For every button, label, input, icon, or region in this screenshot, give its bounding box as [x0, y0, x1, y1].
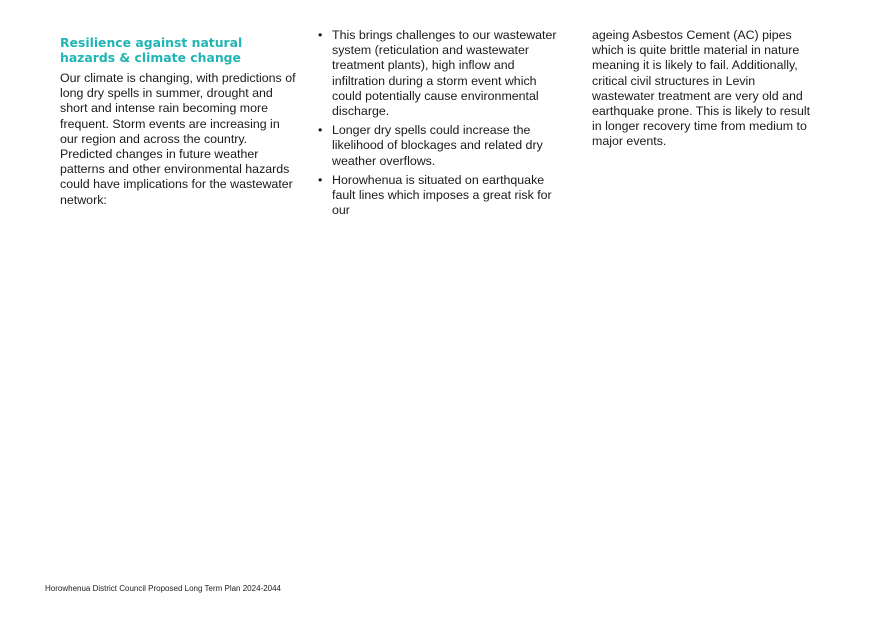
column-middle: [318, 28, 558, 222]
list-item: [318, 123, 558, 169]
bullet-icon: •: [318, 123, 323, 138]
intro-paragraph: Our climate is changing, with predictions of long dry spells in summer, drought and short and intense rain becoming more frequent. Storm events are increasing in our region and across the country. Predicted changes in future weather patterns and other environmental hazards could have implications for the wastewater network:: [60, 71, 296, 207]
continuation-paragraph: ageing Asbestos Cement (AC) pipes which is quite brittle material in nature meaning it is likely to fail. Additionally, critical civil structures in Levin wastewater treatment are very old and earthquake prone. This is likely to result in longer recovery time from medium to major events.: [592, 28, 811, 149]
bullet-text: This brings challenges to our wastewater system (reticulation and wastewater treatment plants), high inflow and infiltration during a storm event which could potentially cause environmental discharge.: [332, 28, 557, 119]
bullet-list: [318, 28, 558, 218]
bullet-icon: •: [318, 28, 323, 42]
list-item: [318, 173, 558, 219]
list-item: [318, 28, 558, 119]
bullet-text: Horowhenua is situated on earthquake fault lines which imposes a great risk for our: [332, 172, 552, 218]
column-left: [60, 28, 300, 208]
column-right: [592, 28, 812, 150]
section-heading: Resilience against natural hazards & climate change: [60, 35, 243, 65]
bullet-icon: •: [318, 172, 323, 187]
page-footer: Horowhenua District Council Proposed Long Term Plan 2024-2044: [45, 584, 281, 593]
bullet-text: Longer dry spells could increase the likelihood of blockages and related dry weather overflows.: [332, 123, 543, 168]
